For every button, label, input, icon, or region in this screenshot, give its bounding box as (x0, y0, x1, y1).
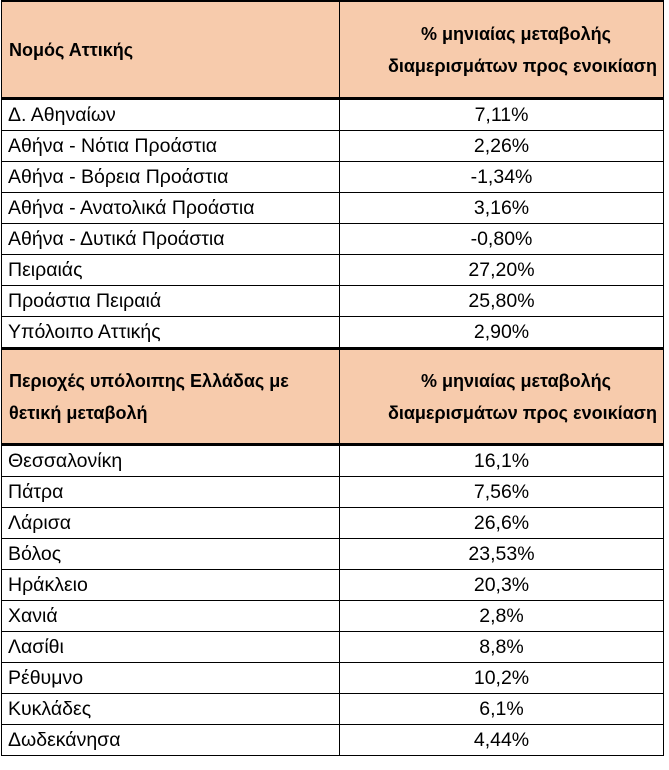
region-name: Υπόλοιπο Αττικής (2, 317, 340, 349)
greece-change-header-line1: % μηνιαίας μεταβολής (420, 370, 611, 391)
change-value: 26,6% (340, 508, 664, 539)
region-name: Ηράκλειο (2, 570, 340, 601)
change-value: -0,80% (340, 224, 664, 255)
region-name: Αθήνα - Δυτικά Προάστια (2, 224, 340, 255)
table-row (2, 317, 664, 349)
table-row (2, 539, 664, 570)
table-row (2, 694, 664, 725)
table-row (2, 632, 664, 663)
region-name: Βόλος (2, 539, 340, 570)
table-row (2, 445, 664, 477)
table-row (2, 162, 664, 193)
change-value: 16,1% (340, 445, 664, 477)
change-value: 3,16% (340, 193, 664, 224)
table-row (2, 286, 664, 317)
change-value: 7,56% (340, 477, 664, 508)
table-row (2, 255, 664, 286)
greece-region-header-line2: θετική μεταβολή (9, 402, 148, 423)
change-value: 2,90% (340, 317, 664, 349)
rental-change-table (1, 0, 664, 756)
greece-region-header (2, 349, 340, 445)
region-name: Προάστια Πειραιά (2, 286, 340, 317)
region-name: Πάτρα (2, 477, 340, 508)
greece-header-row (2, 349, 664, 445)
greece-change-header-line2: διαμερισμάτων προς ενοικίαση (387, 402, 657, 423)
attica-change-header-line2: διαμερισμάτων προς ενοικίαση (387, 55, 657, 76)
change-value: 20,3% (340, 570, 664, 601)
table-row (2, 601, 664, 632)
change-value: 6,1% (340, 694, 664, 725)
table-row (2, 663, 664, 694)
change-value: 10,2% (340, 663, 664, 694)
greece-region-header-line1: Περιοχές υπόλοιπης Ελλάδας με (9, 370, 289, 391)
table-row (2, 224, 664, 255)
change-value: 4,44% (340, 725, 664, 756)
region-name: Πειραιάς (2, 255, 340, 286)
change-value: 2,26% (340, 131, 664, 162)
greece-section (2, 349, 664, 756)
table-row (2, 508, 664, 539)
attica-header-row (2, 1, 664, 99)
attica-region-header: Νομός Αττικής (2, 1, 340, 99)
table-row (2, 477, 664, 508)
region-name: Αθήνα - Νότια Προάστια (2, 131, 340, 162)
change-value: 23,53% (340, 539, 664, 570)
change-value: 8,8% (340, 632, 664, 663)
change-value: 27,20% (340, 255, 664, 286)
change-value: 2,8% (340, 601, 664, 632)
table-row (2, 131, 664, 162)
region-name: Χανιά (2, 601, 340, 632)
change-value: 7,11% (340, 99, 664, 131)
region-name: Ρέθυμνο (2, 663, 340, 694)
greece-change-header (340, 349, 664, 445)
region-name: Κυκλάδες (2, 694, 340, 725)
region-name: Δ. Αθηναίων (2, 99, 340, 131)
region-name: Δωδεκάνησα (2, 725, 340, 756)
region-name: Λάρισα (2, 508, 340, 539)
region-name: Λασίθι (2, 632, 340, 663)
region-name: Αθήνα - Ανατολικά Προάστια (2, 193, 340, 224)
table-row (2, 725, 664, 756)
change-value: 25,80% (340, 286, 664, 317)
region-name: Αθήνα - Βόρεια Προάστια (2, 162, 340, 193)
attica-change-header-line1: % μηνιαίας μεταβολής (420, 23, 611, 44)
table-row (2, 193, 664, 224)
change-value: -1,34% (340, 162, 664, 193)
region-name: Θεσσαλονίκη (2, 445, 340, 477)
table-row (2, 99, 664, 131)
attica-section (2, 1, 664, 349)
table-row (2, 570, 664, 601)
attica-change-header (340, 1, 664, 99)
